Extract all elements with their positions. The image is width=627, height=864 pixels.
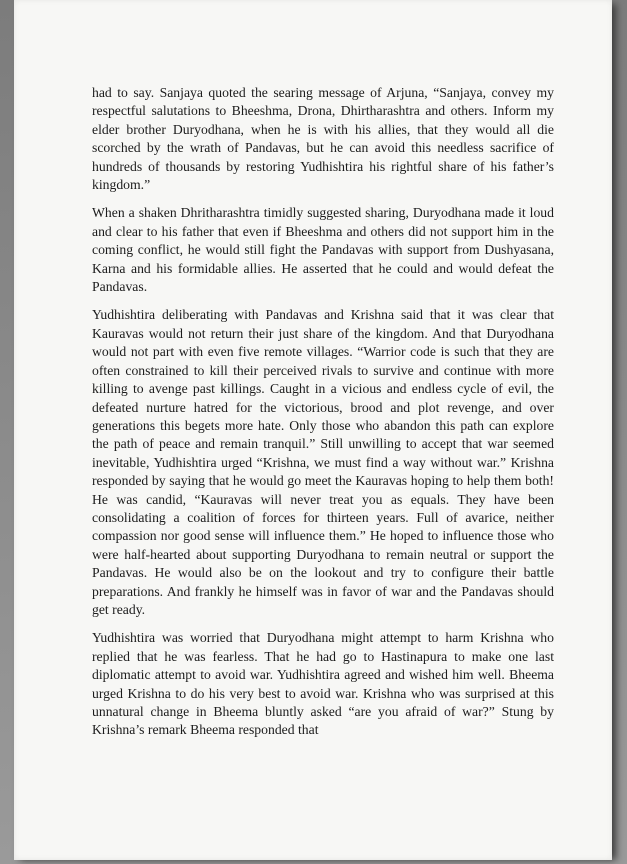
paragraph-2: When a shaken Dhritharashtra timidly suggested sharing, Duryodhana made it loud and clear to his father that even if Bheeshma and others did not support him in the coming conflict, he would still fight the Pandavas with support from Dushyasana, Karna and his formidable allies. He asserted that he could and would defeat the Pandavas. xyxy=(92,205,554,295)
paragraph-1: had to say. Sanjaya quoted the searing message of Arjuna, “Sanjaya, convey my respectful salutations to Bheeshma, Drona, Dhirtharashtra and others. Inform my elder brother Duryodhana, when he is with his allies, that they would all die scorched by the wrath of Pandavas, but he can avoid this needless sacrifice of hundreds of thousands by restoring Yudhishtira his rightful share of his father’s kingdom.” xyxy=(92,85,554,193)
body-text xyxy=(92,84,554,750)
paragraph-4: Yudhishtira was worried that Duryodhana might attempt to harm Krishna who replied that he was fearless. That he had go to Hastinapura to make one last diplomatic attempt to avoid war. Yudhishtira agreed and wished him well. Bheema urged Krishna to do his very best to avoid war. Krishna who was surprised at this unnatural change in Bheema bluntly asked “are you afraid of war?” Stung by Krishna’s remark Bheema responded that xyxy=(92,630,554,738)
book-page xyxy=(14,0,612,860)
paragraph-3: Yudhishtira deliberating with Pandavas and Krishna said that it was clear that Kauravas would not return their just share of the kingdom. And that Duryodhana would not part with even five remote villages. “Warrior code is such that they are often constrained to kill their perceived rivals to survive and continue with more killing to avenge past killings. Caught in a vicious and endless cycle of evil, the defeated nurture hatred for the victorious, brood and plot revenge, and over generations this begets more hate. Only those who abandon this path can explore the path of peace and remain tranquil.” Still unwilling to accept that war seemed inevitable, Yudhishtira urged “Krishna, we must find a way without war.” Krishna responded by saying that he would go meet the Kauravas hoping to help them both! He was candid, “Kauravas will never treat you as equals. They have been consolidating a coalition of forces for thirteen years. Full of avarice, neither compassion nor good sense will influence them.” He hoped to influence those who were half-hearted about supporting Duryodhana to remain neutral or support the Pandavas. He would also be on the lookout and try to configure their battle preparations. And frankly he himself was in favor of war and the Pandavas should get ready. xyxy=(92,307,554,617)
